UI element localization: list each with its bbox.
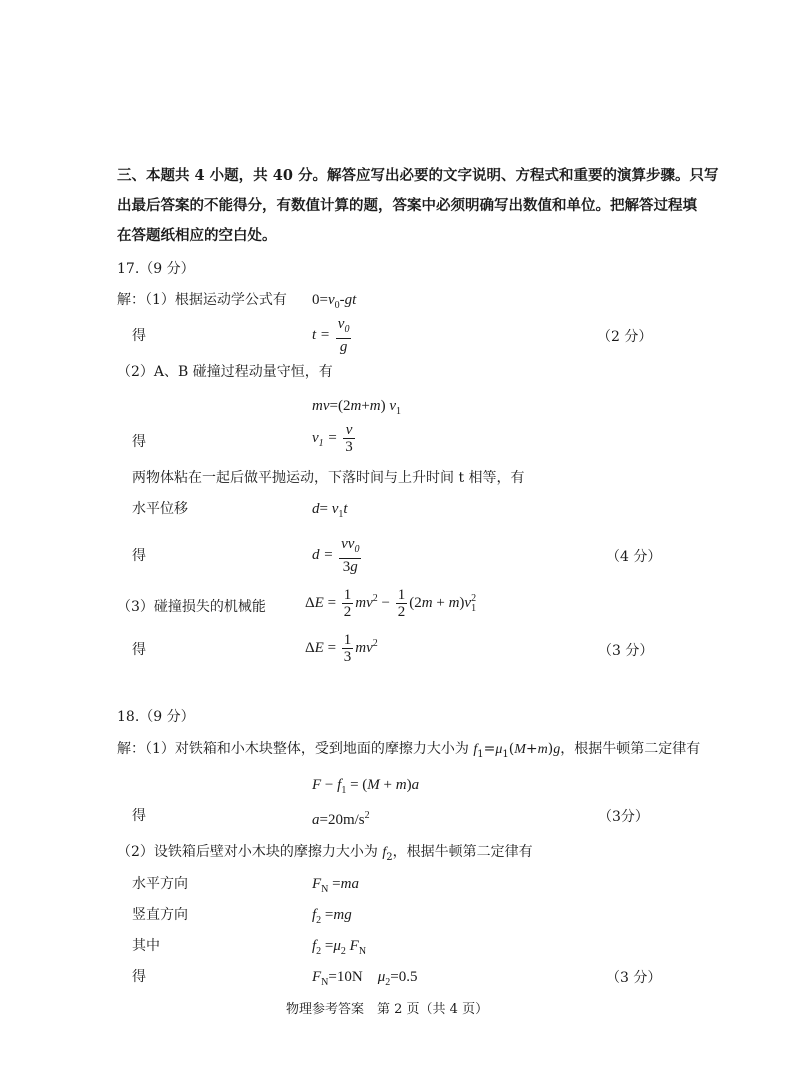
q18-horizontal-label: 水平方向 (132, 876, 188, 892)
q17-momentum-equation: mv=(2m+m) $v_1$ (312, 398, 402, 417)
q17-kinematics-equation: $0=v_0-gt$ (312, 292, 357, 311)
q17-part1-intro: 解：（1）根据运动学公式有 (117, 292, 287, 308)
q17-part3-intro: （3）碰撞损失的机械能 (117, 599, 266, 615)
section-instruction-line-3: 在答题纸相应的空白处。 (117, 227, 277, 244)
q17-energy-loss-result: ΔE = $\frac{1}{3}$ $mv^2$ (305, 632, 378, 665)
q18-score-2: （3 分） (606, 970, 662, 986)
q18-part1-intro: 解：（1）对铁箱和小木块整体，受到地面的摩擦力大小为 $f_1=\mu_1(M+m)g$，根据牛顿第二定律有 (117, 741, 701, 760)
q17-displacement-equation: $d= v_1t$ (312, 501, 348, 520)
q18-de-label: 得 (132, 969, 146, 985)
q17-de-label-4: 得 (132, 642, 146, 658)
q18-part2-intro: （2）设铁箱后壁对小木块的摩擦力大小为 $f_2$，根据牛顿第二定律有 (117, 844, 533, 863)
q18-acceleration-result: $a=20m/s^2$ (312, 810, 370, 828)
q18-friction-relation: $f_2 =\mu_2$ $F_N$ (312, 938, 367, 957)
q17-de-label-2: 得 (132, 434, 146, 450)
q17-distance-formula: d = $\frac{vv_0}{3g}$ (312, 536, 360, 575)
section-instruction-line-2: 出最后答案的不能得分，有数值计算的题，答案中必须明确写出数值和单位。把解答过程填 (117, 197, 697, 214)
q18-de-label: 得 (132, 808, 146, 824)
q18-where-label: 其中 (132, 938, 160, 954)
q17-part2-text: 两物体粘在一起后做平抛运动，下落时间与上升时间 t 相等，有 (132, 470, 525, 486)
q17-score-1: （2 分） (597, 329, 653, 345)
q18-horizontal-equation: $F_N =ma$ (312, 876, 359, 895)
q17-part2-intro: （2）A、B 碰撞过程动量守恒，有 (117, 364, 333, 380)
q17-de-label-3: 得 (132, 548, 146, 564)
q17-score-3: （3 分） (598, 643, 654, 659)
section-instruction-line-1: 三、本题共 4 小题，共 40 分。解答应写出必要的文字说明、方程式和重要的演算步骤。只写 (117, 167, 719, 184)
q17-time-formula: t = $\frac{v_0}{g}$ (312, 316, 350, 355)
q17-v1-formula: $v_1$ = $\frac{v}{3}$ (312, 422, 353, 455)
q17-energy-loss-equation: ΔE = $\frac{1}{2}$ $mv^2$ − $\frac{1}{2}$ $(2m + m)v_1^2$ (305, 587, 477, 620)
q18-final-result: $F_N=10N$ $\mu_2=0.5$ (312, 969, 418, 988)
q18-header: 18.（9 分） (117, 709, 195, 725)
q17-header: 17.（9 分） (117, 261, 195, 277)
q18-newton-equation: $F - f_1 = (M + m)a$ (312, 777, 420, 796)
q17-de-label: 得 (132, 328, 146, 344)
page-footer: 物理参考答案 第 2 页（共 4 页） (286, 1002, 489, 1017)
q18-score-1: （3分） (598, 809, 649, 825)
q18-vertical-equation: $f_2 =mg$ (312, 907, 352, 926)
q18-vertical-label: 竖直方向 (132, 907, 188, 923)
q17-horizontal-label: 水平位移 (132, 501, 188, 517)
q17-score-2: （4 分） (606, 549, 662, 565)
